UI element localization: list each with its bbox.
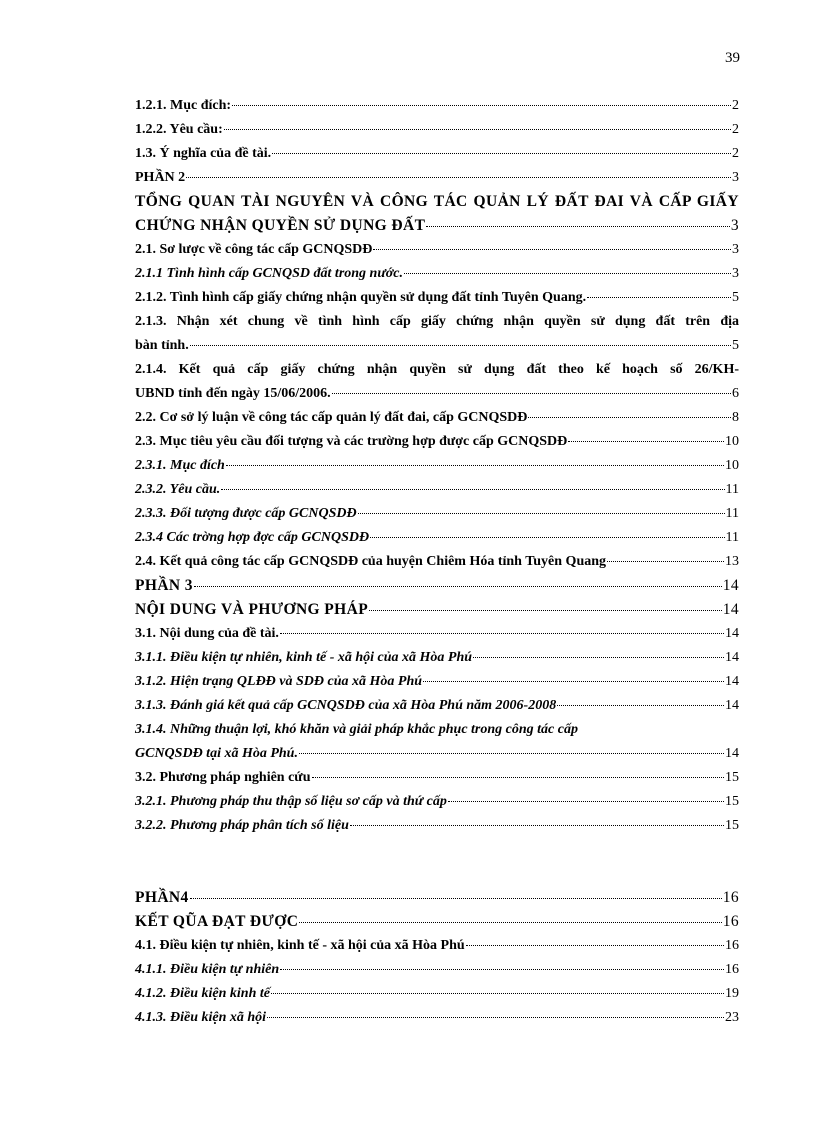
toc-entry-multiline[interactable] <box>135 358 739 406</box>
toc-page-number: 14 <box>722 601 739 618</box>
dot-leader <box>299 922 721 923</box>
section-gap <box>135 838 739 886</box>
toc-page-number: 14 <box>725 746 739 761</box>
toc-entry-title-line2: CHỨNG NHẬN QUYỀN SỬ DỤNG ĐẤT <box>135 217 426 234</box>
toc-entry-title-line1: 3.1.4. Những thuận lợi, khó khăn và giải pháp khắc phục trong công tác cấp <box>135 722 578 737</box>
toc-entry-title: PHẦN 3 <box>135 577 193 594</box>
toc-page-number: 8 <box>732 410 739 425</box>
toc-entry[interactable] <box>135 886 739 910</box>
toc-entry-title: 2.1.1 Tình hình cấp GCNQSD đất trong nước. <box>135 266 403 281</box>
toc-entry[interactable] <box>135 262 739 286</box>
toc-entry-title: 2.3.4 Các trờng hợp đợc cấp GCNQSDĐ <box>135 530 370 545</box>
toc-entry-title: 4.1.2. Điều kiện kinh tế <box>135 986 270 1001</box>
dot-leader <box>369 610 722 611</box>
dot-leader <box>423 681 724 682</box>
toc-group <box>135 886 739 1030</box>
toc-page-number: 15 <box>725 794 739 809</box>
toc-page-number: 11 <box>725 482 739 497</box>
toc-page-number: 14 <box>722 577 739 594</box>
toc-entry-title: 3.1.3. Đánh giá kết quả cấp GCNQSDĐ của xã Hòa Phú năm 2006-2008 <box>135 698 557 713</box>
toc-entry-title-line1: 2.1.3. Nhận xét chung về tình hình cấp giấy chứng nhận quyền sử dụng đất trên địa <box>135 314 739 329</box>
toc-entry[interactable] <box>135 526 739 550</box>
toc-page-number: 15 <box>725 818 739 833</box>
toc-page-number: 2 <box>732 146 739 161</box>
dot-leader <box>373 249 731 250</box>
dot-leader <box>280 969 724 970</box>
toc-page-number: 10 <box>725 434 739 449</box>
toc-entry[interactable] <box>135 1006 739 1030</box>
toc-entry[interactable] <box>135 454 739 478</box>
toc-page-number: 6 <box>732 386 739 401</box>
toc-entry[interactable] <box>135 598 739 622</box>
toc-entry[interactable] <box>135 790 739 814</box>
toc-entry[interactable] <box>135 958 739 982</box>
toc-entry[interactable] <box>135 982 739 1006</box>
toc-entry-title: KẾT QŨA ĐẠT ĐƯỢC <box>135 913 299 930</box>
dot-leader <box>332 393 731 394</box>
toc-page-number: 23 <box>725 1010 739 1025</box>
toc-group <box>135 766 739 838</box>
toc-entry-title: 2.1. Sơ lược về công tác cấp GCNQSDĐ <box>135 242 373 257</box>
toc-entry[interactable] <box>135 478 739 502</box>
dot-leader <box>267 1017 724 1018</box>
toc-entry-title: 4.1.3. Điều kiện xã hội <box>135 1010 267 1025</box>
toc-entry-title: 2.3.1. Mục đích <box>135 458 225 473</box>
toc-entry[interactable] <box>135 646 739 670</box>
toc-group <box>135 94 739 190</box>
toc-page-number: 14 <box>725 698 739 713</box>
toc-entry-title: 2.4. Kết quả công tác cấp GCNQSDĐ của huyện Chiêm Hóa tỉnh Tuyên Quang <box>135 554 607 569</box>
toc-entry-title: 3.2. Phương pháp nghiên cứu <box>135 770 311 785</box>
toc-entry-title-line1: 2.1.4. Kết quả cấp giấy chứng nhận quyền sử dụng đất theo kế hoạch số 26/KH- <box>135 362 739 377</box>
dot-leader <box>272 153 731 154</box>
toc-page-number: 14 <box>725 650 739 665</box>
toc-entry-title: 3.2.2. Phương pháp phân tích số liệu <box>135 818 349 833</box>
dot-leader <box>299 753 724 754</box>
dot-leader <box>528 417 731 418</box>
toc-entry-title: 3.2.1. Phương pháp thu thập số liệu sơ cấp và thứ cấp <box>135 794 447 809</box>
toc-entry-title: 3.1.1. Điều kiện tự nhiên, kinh tế - xã hội của xã Hòa Phú <box>135 650 473 665</box>
page-number: 39 <box>725 50 740 66</box>
toc-entry-title-line2: GCNQSDĐ tại xã Hòa Phú. <box>135 746 298 761</box>
toc-entry-title: PHẦN4 <box>135 889 189 906</box>
toc-entry-title: NỘI DUNG VÀ PHƯƠNG PHÁP <box>135 601 369 618</box>
dot-leader <box>280 633 724 634</box>
toc-entry[interactable] <box>135 166 739 190</box>
dot-leader <box>232 105 731 106</box>
dot-leader <box>557 705 724 706</box>
toc-entry-multiline[interactable] <box>135 190 739 238</box>
toc-page-number: 10 <box>725 458 739 473</box>
dot-leader <box>404 273 731 274</box>
toc-page-number: 5 <box>732 290 739 305</box>
toc-entry[interactable] <box>135 430 739 454</box>
toc-page-number: 15 <box>725 770 739 785</box>
toc-entry-title: 2.1.2. Tình hình cấp giấy chứng nhận quyền sử dụng đất tỉnh Tuyên Quang. <box>135 290 587 305</box>
toc-entry[interactable] <box>135 670 739 694</box>
dot-leader <box>221 489 724 490</box>
dot-leader <box>466 945 724 946</box>
toc-entry[interactable] <box>135 574 739 598</box>
toc-entry-title: PHẦN 2 <box>135 170 186 185</box>
toc-page-number: 14 <box>725 626 739 641</box>
toc-page-number: 16 <box>722 913 739 930</box>
toc-entry[interactable] <box>135 406 739 430</box>
dot-leader <box>271 993 724 994</box>
toc-entry-title: 4.1. Điều kiện tự nhiên, kinh tế - xã hội của xã Hòa Phú <box>135 938 465 953</box>
toc-page-number: 16 <box>725 962 739 977</box>
toc-entry-title-line2: UBND tỉnh đến ngày 15/06/2006. <box>135 386 331 401</box>
toc-entry[interactable] <box>135 550 739 574</box>
dot-leader <box>473 657 724 658</box>
toc-page-number: 2 <box>732 98 739 113</box>
toc-page-number: 11 <box>725 506 739 521</box>
toc-entry[interactable] <box>135 502 739 526</box>
toc-page-number: 3 <box>732 170 739 185</box>
dot-leader <box>312 777 725 778</box>
toc-entry[interactable] <box>135 766 739 790</box>
toc-entry[interactable] <box>135 910 739 934</box>
dot-leader <box>226 465 724 466</box>
dot-leader <box>587 297 731 298</box>
toc-entry-multiline[interactable] <box>135 310 739 358</box>
toc-entry[interactable] <box>135 286 739 310</box>
toc-page-number: 16 <box>722 889 739 906</box>
toc-entry-title: 2.3. Mục tiêu yêu cầu đối tượng và các trường hợp được cấp GCNQSDĐ <box>135 434 568 449</box>
toc-page-number: 2 <box>732 122 739 137</box>
toc-page-number: 16 <box>725 938 739 953</box>
toc-group <box>135 406 739 718</box>
toc-entry-title: 2.3.2. Yêu cầu. <box>135 482 221 497</box>
table-of-contents <box>135 94 739 1030</box>
toc-entry-title: 1.2.1. Mục đích: <box>135 98 232 113</box>
dot-leader <box>190 898 722 899</box>
dot-leader <box>370 537 724 538</box>
toc-entry[interactable] <box>135 934 739 958</box>
toc-page-number: 5 <box>732 338 739 353</box>
toc-page-number: 3 <box>732 242 739 257</box>
toc-entry-title: 1.2.2. Yêu cầu: <box>135 122 223 137</box>
dot-leader <box>568 441 724 442</box>
toc-entry-title: 3.1.2. Hiện trạng QLĐĐ và SDĐ của xã Hòa Phú <box>135 674 423 689</box>
toc-entry-title: 2.2. Cơ sở lý luận về công tác cấp quản lý đất đai, cấp GCNQSDĐ <box>135 410 528 425</box>
dot-leader <box>607 561 724 562</box>
dot-leader <box>358 513 725 514</box>
dot-leader <box>426 226 730 227</box>
dot-leader <box>224 129 731 130</box>
toc-page-number: 19 <box>725 986 739 1001</box>
toc-page-number: 14 <box>725 674 739 689</box>
dot-leader <box>194 586 722 587</box>
toc-entry[interactable] <box>135 142 739 166</box>
toc-entry-title: 3.1. Nội dung của đề tài. <box>135 626 279 641</box>
toc-page-number: 3 <box>730 217 739 234</box>
toc-entry[interactable] <box>135 622 739 646</box>
toc-entry-multiline[interactable] <box>135 718 739 766</box>
dot-leader <box>350 825 724 826</box>
toc-entry-title-line2: bàn tỉnh. <box>135 338 189 353</box>
toc-entry[interactable] <box>135 238 739 262</box>
toc-page-number: 11 <box>725 530 739 545</box>
dot-leader <box>190 345 731 346</box>
toc-entry-title: 1.3. Ý nghĩa của đề tài. <box>135 146 272 161</box>
dot-leader <box>448 801 724 802</box>
toc-group <box>135 238 739 310</box>
toc-entry-title: 2.3.3. Đối tượng được cấp GCNQSDĐ <box>135 506 357 521</box>
toc-page-number: 13 <box>725 554 739 569</box>
toc-entry[interactable] <box>135 814 739 838</box>
toc-entry[interactable] <box>135 118 739 142</box>
dot-leader <box>186 177 731 178</box>
toc-entry[interactable] <box>135 694 739 718</box>
toc-page-number: 3 <box>732 266 739 281</box>
toc-entry-title: 4.1.1. Điều kiện tự nhiên <box>135 962 280 977</box>
toc-entry-title-line1: TỔNG QUAN TÀI NGUYÊN VÀ CÔNG TÁC QUẢN LÝ ĐẤT ĐAI VÀ CẤP GIẤY <box>135 193 739 210</box>
toc-entry[interactable] <box>135 94 739 118</box>
